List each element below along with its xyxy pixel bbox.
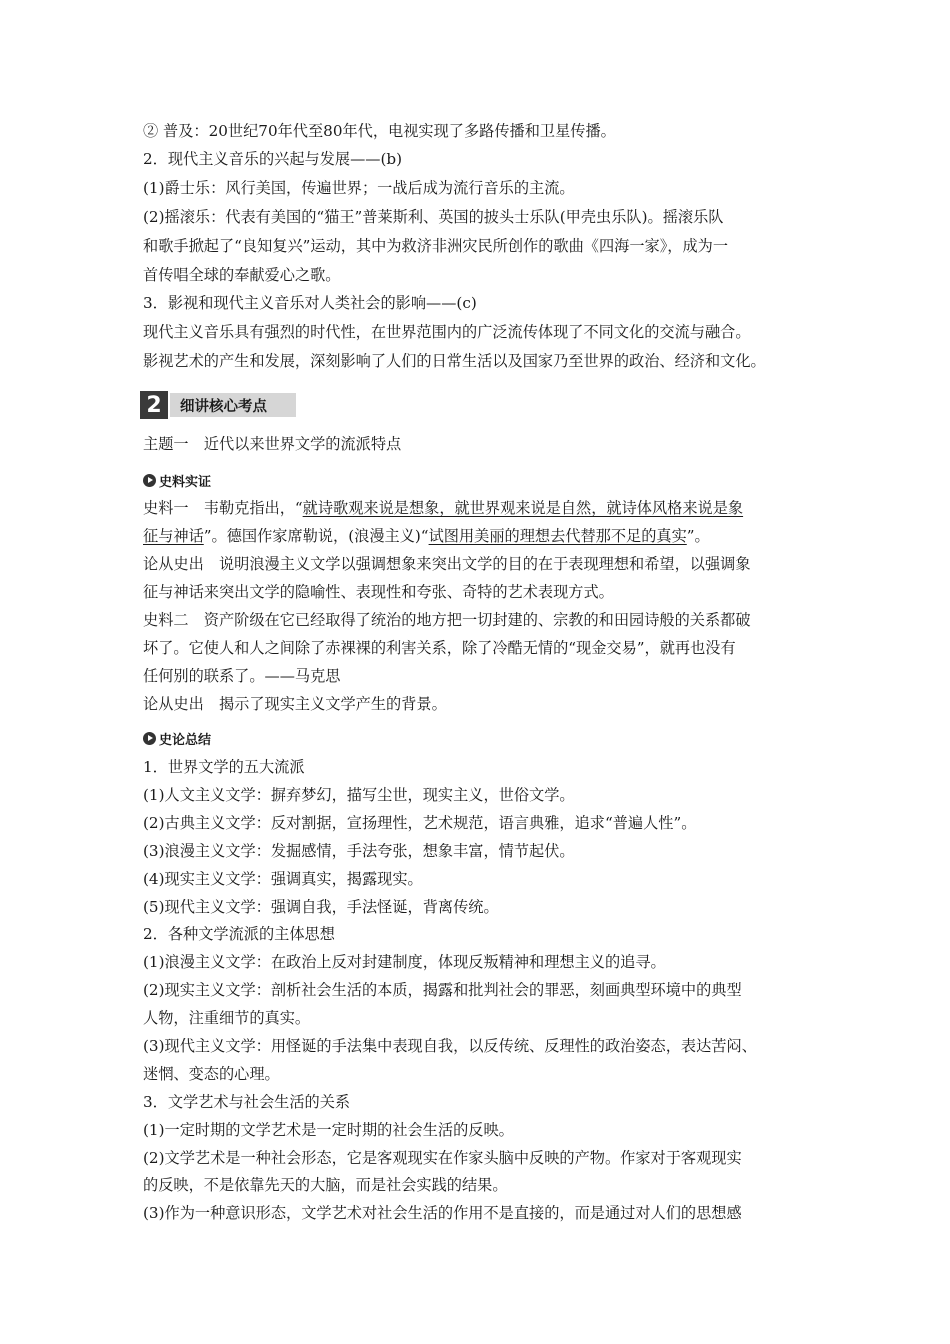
underlined-quote: 试图用美丽的理想去代替那不足的真实 — [428, 527, 687, 545]
summary-line: 人物，注重细节的真实。 — [143, 1009, 311, 1027]
text-span: 史料一 韦勒克指出，“ — [143, 499, 303, 517]
summary-line: (3)现代主义文学：用怪诞的手法集中表现自我，以反传统、反理性的政治姿态，表达苦闷、 — [143, 1037, 757, 1055]
text-line: ② 普及：20世纪70年代至80年代，电视实现了多路传播和卫星传播。 — [143, 122, 616, 140]
text-line: 3．影视和现代主义音乐对人类社会的影响——(c) — [143, 294, 477, 312]
evidence-line: 坏了。它使人和人之间除了赤裸裸的利害关系，除了冷酷无情的“现金交易”，就再也没有 — [143, 639, 736, 657]
text-span: ”。 — [686, 527, 710, 545]
summary-line: 的反映，不是依靠先天的大脑，而是社会实践的结果。 — [143, 1176, 508, 1194]
underlined-quote: 就诗歌观来说是想象，就世界观来说是自然，就诗体风格来说是象 — [302, 499, 744, 517]
section-number: 2 — [140, 391, 168, 419]
play-circle-icon — [143, 474, 156, 487]
underlined-quote: 征与神话 — [143, 527, 204, 545]
summary-line: 2．各种文学流派的主体思想 — [143, 925, 335, 943]
text-span: ”。德国作家席勒说，(浪漫主义)“ — [203, 527, 429, 545]
summary-line: 1．世界文学的五大流派 — [143, 758, 305, 776]
summary-line: 3．文学艺术与社会生活的关系 — [143, 1093, 351, 1111]
section-title: 细讲核心考点 — [170, 393, 296, 417]
evidence-line — [143, 497, 823, 519]
text-line: 影视艺术的产生和发展，深刻影响了人们的日常生活以及国家乃至世界的政治、经济和文化。 — [143, 352, 766, 370]
subheading-label: 史料实证 — [159, 474, 212, 490]
section-header — [140, 391, 296, 419]
play-circle-icon — [143, 732, 156, 745]
text-line: (1)爵士乐：风行美国，传遍世界；一战后成为流行音乐的主流。 — [143, 179, 575, 197]
summary-line: 迷惘、变态的心理。 — [143, 1065, 280, 1083]
summary-line: (2)文学艺术是一种社会形态，它是客观现实在作家头脑中反映的产物。作家对于客观现实 — [143, 1149, 742, 1167]
summary-line: (5)现代主义文学：强调自我，手法怪诞，背离传统。 — [143, 898, 499, 916]
evidence-line: 任何别的联系了。——马克思 — [143, 667, 341, 685]
summary-line: (3)作为一种意识形态，文学艺术对社会生活的作用不是直接的，而是通过对人们的思想感 — [143, 1204, 742, 1222]
summary-line: (1)浪漫主义文学：在政治上反对封建制度，体现反叛精神和理想主义的追寻。 — [143, 953, 666, 971]
summary-line: (3)浪漫主义文学：发掘感情，手法夸张，想象丰富，情节起伏。 — [143, 842, 575, 860]
summary-line: (2)古典主义文学：反对割据，宣扬理性，艺术规范，语言典雅，追求“普遍人性”。 — [143, 814, 697, 832]
text-line: 现代主义音乐具有强烈的时代性，在世界范围内的广泛流传体现了不同文化的交流与融合。 — [143, 323, 751, 341]
subheading-label: 史论总结 — [159, 732, 212, 748]
summary-line: (1)人文主义文学：摒弃梦幻，描写尘世，现实主义，世俗文学。 — [143, 786, 575, 804]
summary-line: (4)现实主义文学：强调真实，揭露现实。 — [143, 870, 423, 888]
text-line: (2)摇滚乐：代表有美国的“猫王”普莱斯利、英国的披头士乐队(甲壳虫乐队)。摇滚乐队 — [143, 208, 724, 226]
evidence-line — [143, 525, 823, 547]
subheading-summary — [143, 729, 211, 747]
summary-line: (1)一定时期的文学艺术是一定时期的社会生活的反映。 — [143, 1121, 514, 1139]
evidence-line: 史料二 资产阶级在它已经取得了统治的地方把一切封建的、宗教的和田园诗般的关系都破 — [143, 611, 751, 629]
summary-line: (2)现实主义文学：剖析社会生活的本质，揭露和批判社会的罪恶，刻画典型环境中的典型 — [143, 981, 742, 999]
text-line: 2．现代主义音乐的兴起与发展——(b) — [143, 150, 403, 168]
theme-title: 主题一 近代以来世界文学的流派特点 — [143, 435, 402, 453]
text-line: 首传唱全球的奉献爱心之歌。 — [143, 266, 341, 284]
text-line: 和歌手掀起了“良知复兴”运动，其中为救济非洲灾民所创作的歌曲《四海一家》，成为一 — [143, 237, 729, 255]
subheading-evidence — [143, 471, 211, 489]
evidence-line: 征与神话来突出文学的隐喻性、表现性和夸张、奇特的艺术表现方式。 — [143, 583, 614, 601]
evidence-line: 论从史出 说明浪漫主义文学以强调想象来突出文学的目的在于表现理想和希望，以强调象 — [143, 555, 751, 573]
evidence-line: 论从史出 揭示了现实主义文学产生的背景。 — [143, 695, 447, 713]
